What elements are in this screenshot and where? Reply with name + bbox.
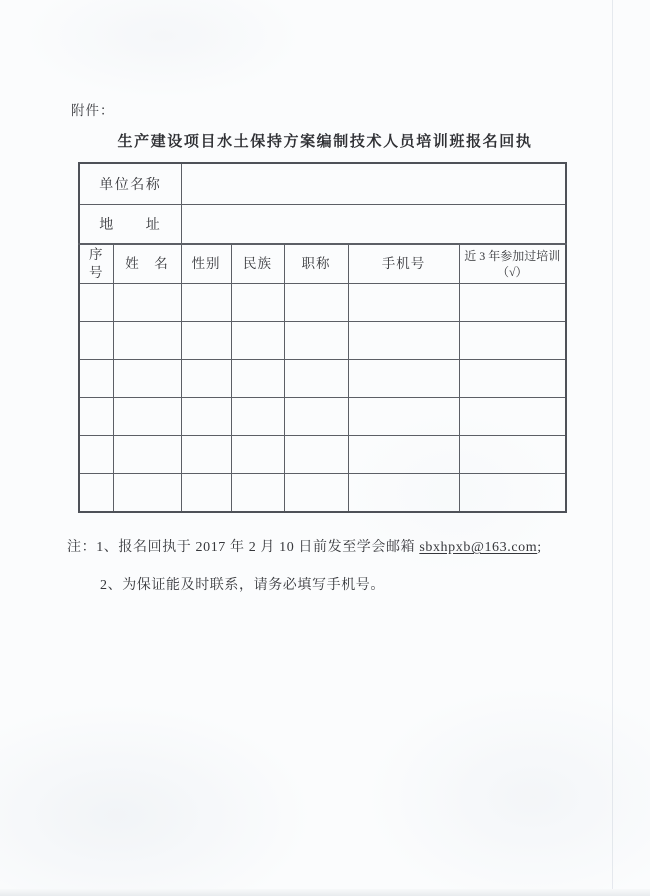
empty-cell xyxy=(231,284,284,322)
empty-cell xyxy=(79,284,113,322)
empty-cell xyxy=(113,398,181,436)
empty-cell xyxy=(284,474,348,512)
email-text: sbxhpxb@163.com xyxy=(419,540,538,555)
note-prefix: 注： xyxy=(67,540,97,555)
empty-cell xyxy=(79,322,113,360)
empty-cell xyxy=(284,360,348,398)
empty-row xyxy=(79,322,566,360)
empty-cell xyxy=(79,360,113,398)
empty-cell xyxy=(79,474,113,512)
table-header-row xyxy=(79,244,566,284)
empty-cell xyxy=(113,322,181,360)
empty-cell xyxy=(113,436,181,474)
empty-cell xyxy=(231,322,284,360)
empty-cell xyxy=(348,322,459,360)
empty-cell xyxy=(459,474,566,512)
col-header-mobile: 手机号 xyxy=(348,244,459,284)
empty-cell xyxy=(348,284,459,322)
empty-rows xyxy=(79,284,566,512)
address-value xyxy=(181,204,566,244)
attachment-label: 附件： xyxy=(71,103,115,118)
empty-cell xyxy=(181,474,231,512)
address-row xyxy=(79,204,566,244)
empty-cell xyxy=(231,474,284,512)
col-header-name: 姓 名 xyxy=(113,244,181,284)
empty-cell xyxy=(113,284,181,322)
col-header-gender: 性别 xyxy=(181,244,231,284)
empty-cell xyxy=(348,360,459,398)
empty-cell xyxy=(181,398,231,436)
empty-cell xyxy=(231,436,284,474)
col-header-title: 职称 xyxy=(284,244,348,284)
empty-row xyxy=(79,360,566,398)
empty-cell xyxy=(459,322,566,360)
registration-table xyxy=(78,162,567,513)
col-header-trained: 近 3 年参加过培训（√） xyxy=(459,244,566,284)
empty-cell xyxy=(348,474,459,512)
empty-cell xyxy=(284,398,348,436)
empty-cell xyxy=(459,436,566,474)
note-line-1 xyxy=(67,539,587,557)
empty-row xyxy=(79,398,566,436)
empty-cell xyxy=(348,436,459,474)
empty-cell xyxy=(284,322,348,360)
empty-cell xyxy=(459,360,566,398)
document-title: 生产建设项目水土保持方案编制技术人员培训班报名回执 xyxy=(117,134,533,150)
table-top-rows xyxy=(79,163,566,284)
empty-cell xyxy=(459,398,566,436)
empty-row xyxy=(79,284,566,322)
address-label: 地 址 xyxy=(79,204,181,244)
empty-cell xyxy=(284,284,348,322)
note1-tail: ; xyxy=(537,540,542,555)
empty-cell xyxy=(231,360,284,398)
note-line-2: 2、为保证能及时联系，请务必填写手机号。 xyxy=(100,578,385,593)
empty-cell xyxy=(284,436,348,474)
scan-artifact-bottom-edge xyxy=(0,889,650,896)
empty-cell xyxy=(459,284,566,322)
empty-cell xyxy=(113,360,181,398)
empty-cell xyxy=(181,436,231,474)
empty-cell xyxy=(231,398,284,436)
empty-cell xyxy=(348,398,459,436)
empty-cell xyxy=(113,474,181,512)
empty-cell xyxy=(79,398,113,436)
notes-block xyxy=(67,539,587,595)
empty-cell xyxy=(181,322,231,360)
unit-name-label: 单位名称 xyxy=(79,163,181,204)
col-header-index: 序号 xyxy=(79,244,113,284)
col-header-ethnicity: 民族 xyxy=(231,244,284,284)
unit-name-row xyxy=(79,163,566,204)
empty-cell xyxy=(181,284,231,322)
empty-cell xyxy=(181,360,231,398)
note1-text: 1、报名回执于 2017 年 2 月 10 日前发至学会邮箱 xyxy=(96,540,420,555)
empty-cell xyxy=(79,436,113,474)
empty-row xyxy=(79,474,566,512)
empty-row xyxy=(79,436,566,474)
unit-name-value xyxy=(181,163,566,204)
